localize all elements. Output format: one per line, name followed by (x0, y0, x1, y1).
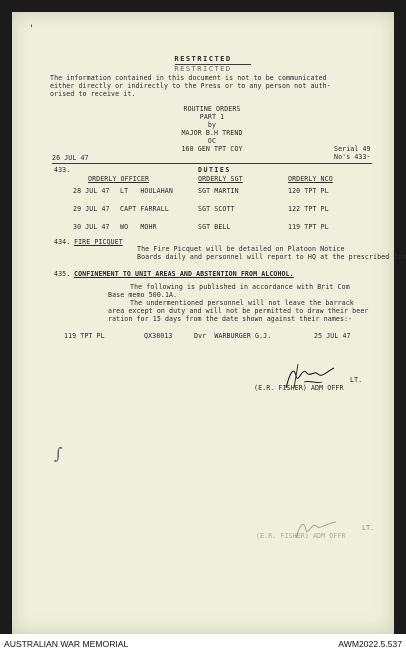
section-435-para2-line-3: ration for 15 days from the date shown against their names:- (108, 315, 353, 323)
serial-line-2: No's 433- (334, 153, 371, 161)
duty-date: 29 JUL 47 (73, 205, 110, 213)
title-line-2: PART 1 (199, 113, 225, 121)
entry-date: 25 JUL 47 (314, 332, 351, 340)
faint-rank: LT. (362, 524, 375, 532)
duty-officer: LT HOULAHAN (120, 187, 173, 195)
duty-sgt: SGT BELL (198, 223, 231, 231)
entry-number: QX38013 (144, 332, 173, 340)
duty-nco: 122 TPT PL (288, 205, 329, 213)
title-line-5: OC (207, 137, 217, 145)
title-rule (52, 163, 372, 164)
faint-signature-name: (E.R. FISHER) ADM OFFR (256, 532, 346, 540)
classification-strikethrough: RESTRICTED (174, 64, 232, 73)
notice-line-1: The information contained in this document is not to be communicated (50, 74, 327, 82)
section-435-para2-line-2: area except on duty and will not be permitted to draw their beer (108, 307, 369, 315)
section-435-para2-line-1: The undermentioned personnel will not leave the barrack (130, 299, 354, 307)
duty-sgt: SGT MARTIN (198, 187, 239, 195)
duties-heading: DUTIES (198, 166, 231, 174)
entry-name: Dvr WARBURGER G.J. (194, 332, 272, 340)
section-434-heading: FIRE PICQUET (74, 238, 123, 246)
fire-picquet-line-2: Boards daily and personnel will report to HQ at the prescribed tim (137, 253, 406, 261)
section-435-heading: CONFINEMENT TO UNIT AREAS AND ABSTENTION FROM ALCOHOL. (74, 270, 294, 278)
notice-line-2: either directly or indirectly to the Press or to any person not auth- (50, 82, 331, 90)
duty-officer: WO MOHR (120, 223, 157, 231)
title-line-4: MAJOR B.H TREND (181, 129, 243, 137)
section-435-number: 435. (54, 270, 71, 278)
footer-institution: AUSTRALIAN WAR MEMORIAL (4, 639, 129, 649)
section-434-number: 434. (54, 238, 71, 246)
duty-date: 30 JUL 47 (73, 223, 110, 231)
title-line-3: by (207, 121, 217, 129)
footer-catalogue-id: AWM2022.5.537 (338, 639, 402, 649)
duty-officer: CAPT FARRALL (120, 205, 169, 213)
title-line-6: 168 GEN TPT COY (181, 145, 243, 153)
col-orderly-nco: ORDERLY NCO (288, 175, 333, 183)
section-433-number: 433. (54, 166, 71, 174)
fire-picquet-line-1: The Fire Picquet will be detailed on Platoon Notice (137, 245, 345, 253)
duty-nco: 120 TPT PL (288, 187, 329, 195)
entry-unit: 119 TPT PL (64, 332, 105, 340)
signature-rank: LT. (350, 376, 363, 384)
pencil-mark: ∫ (54, 444, 63, 463)
duty-date: 28 JUL 47 (73, 187, 110, 195)
notice-line-3: orised to receive it. (50, 90, 136, 98)
col-orderly-officer: ORDERLY OFFICER (88, 175, 150, 183)
section-435-para1-line-1: The following is published in accordance with Brit Com (130, 283, 350, 291)
title-line-1: ROUTINE ORDERS (183, 105, 241, 113)
classification-top: RESTRICTED (174, 54, 232, 63)
section-435-para1-line-2: Base memo 500.1A. (108, 291, 178, 299)
punch-mark: ' (30, 24, 33, 35)
archive-footer (0, 634, 406, 653)
serial-line-1: Serial 49 (334, 145, 371, 153)
document-page (12, 12, 406, 634)
col-orderly-sgt: ORDERLY SGT (198, 175, 243, 183)
order-date: 26 JUL 47 (52, 154, 89, 162)
signature-name: (E.R. FISHER) ADM OFFR (254, 384, 344, 392)
duty-sgt: SGT SCOTT (198, 205, 235, 213)
duty-nco: 119 TPT PL (288, 223, 329, 231)
